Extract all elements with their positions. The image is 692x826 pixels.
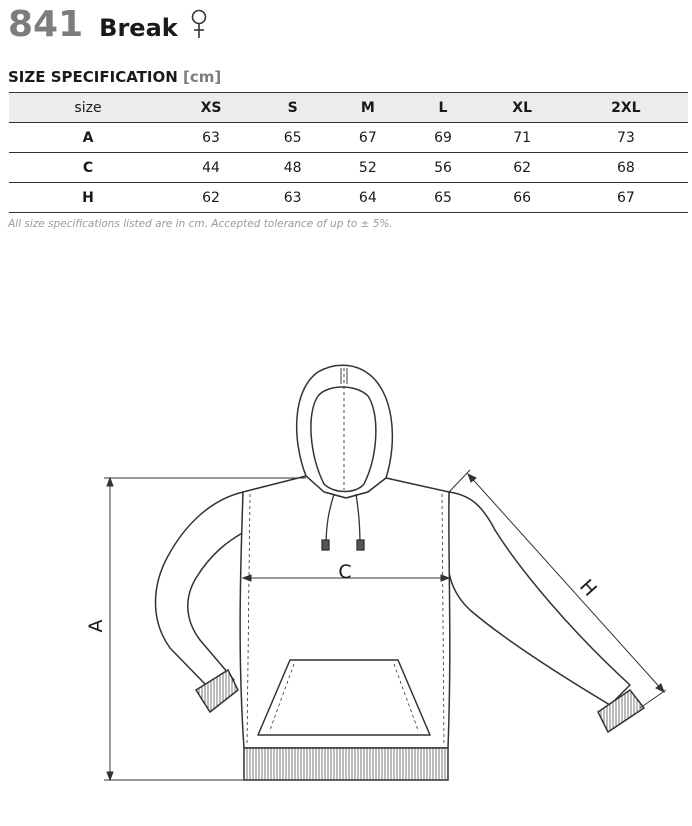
table-cell: 73 [564,123,688,153]
garment-body [156,476,631,748]
waistband [244,748,448,780]
product-header [8,4,178,48]
column-header: XL [481,93,564,123]
column-header: M [330,93,405,123]
table-cell: 66 [481,183,564,213]
table-cell: 64 [330,183,405,213]
table-cell: 68 [564,153,688,183]
table-header-row [9,93,688,123]
dimension-label-h: H [575,575,601,601]
table-cell: 65 [405,183,480,213]
row-header: C [9,153,167,183]
table-cell: 48 [255,153,330,183]
row-header: H [9,183,167,213]
column-header: size [9,93,167,123]
table-cell: 44 [167,153,255,183]
column-header: 2XL [564,93,688,123]
table-cell: 69 [405,123,480,153]
table-cell: 56 [405,153,480,183]
tolerance-note: All size specifications listed are in cm. Accepted tolerance of up to ± 5%. [8,218,393,230]
table-cell: 62 [167,183,255,213]
table-cell: 63 [167,123,255,153]
table-row [9,153,688,183]
column-header: XS [167,93,255,123]
section-unit: [cm] [183,68,222,86]
table-cell: 67 [564,183,688,213]
row-header: A [9,123,167,153]
table-cell: 67 [330,123,405,153]
dimension-label-a: A [85,619,107,633]
table-cell: 63 [255,183,330,213]
product-name: Break [99,14,178,42]
table-row [9,183,688,213]
table-cell: 65 [255,123,330,153]
table-cell: 71 [481,123,564,153]
size-specification-title [8,68,221,86]
table-cell: 62 [481,153,564,183]
female-icon [188,8,210,40]
dimension-label-c: C [338,561,352,583]
section-title-text: SIZE SPECIFICATION [8,68,178,86]
product-code: 841 [8,4,84,45]
column-header: S [255,93,330,123]
hood [297,365,393,498]
column-header: L [405,93,480,123]
table-row [9,123,688,153]
hoodie-diagram [0,330,692,800]
size-table [9,92,688,213]
table-cell: 52 [330,153,405,183]
